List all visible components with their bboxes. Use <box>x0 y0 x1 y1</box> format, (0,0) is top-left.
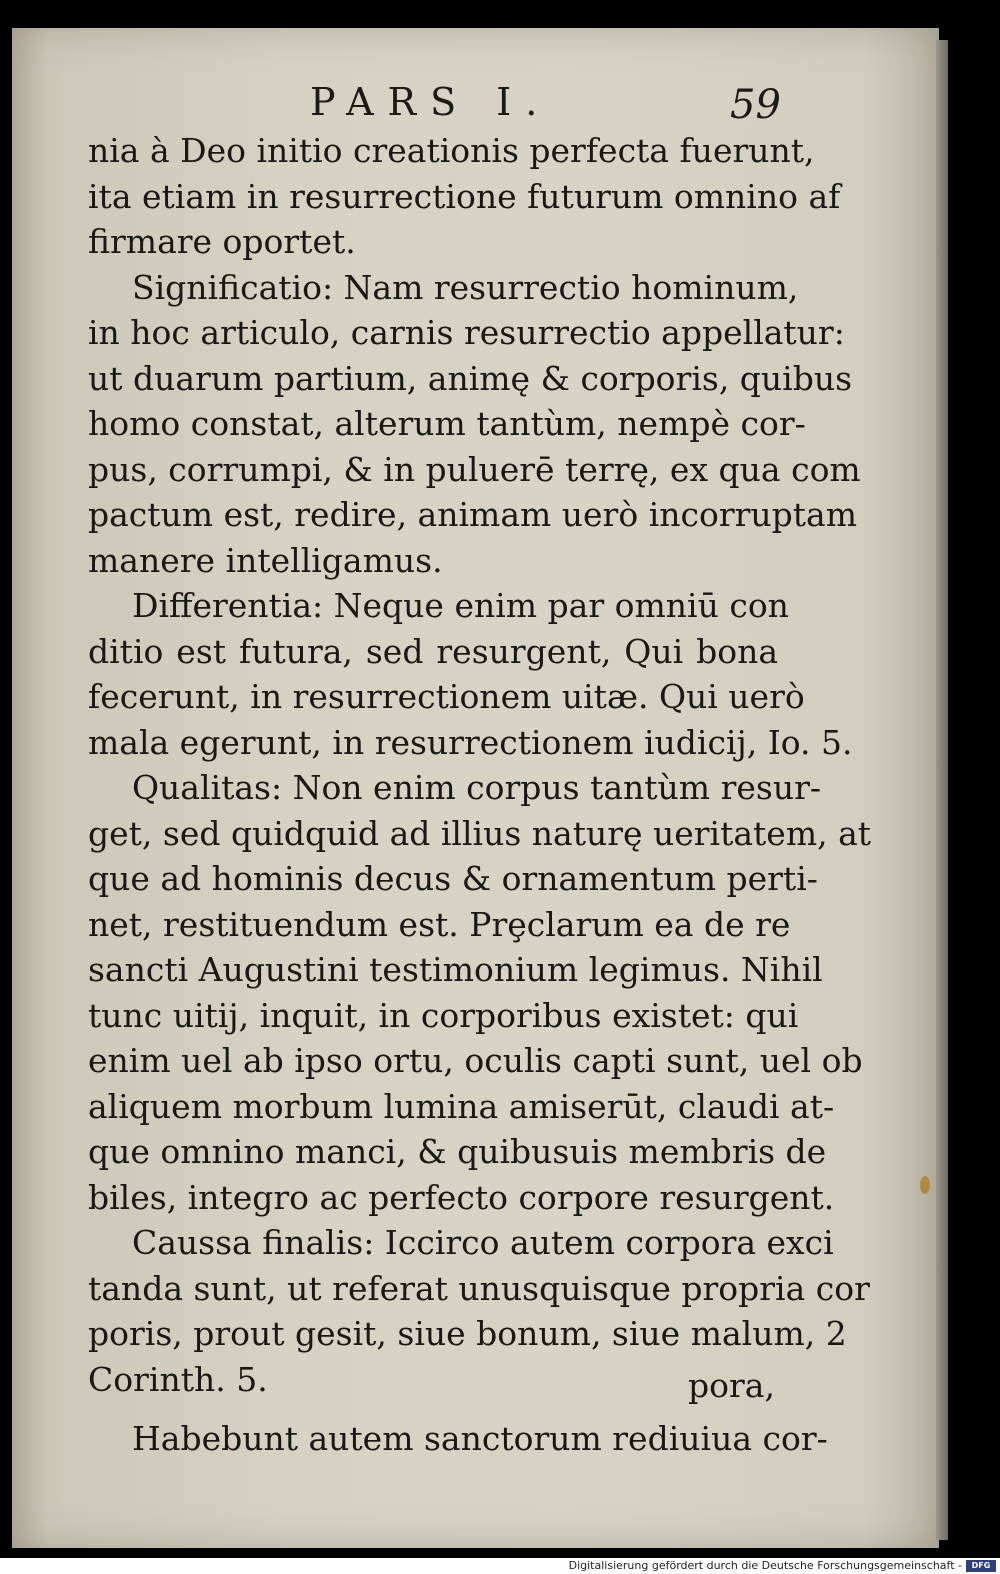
text-line: ut duarum partium, animę & corporis, quibus <box>88 358 853 398</box>
text-line: Significatio: Nam resurrectio hominum, <box>132 267 799 307</box>
dfg-logo-icon: DFG <box>966 1560 996 1572</box>
text-line: in hoc articulo, carnis resurrectio appellatur: <box>88 313 845 352</box>
text-line: ita etiam in resurrectione futurum omnino af <box>88 176 841 216</box>
text-line: sancti Augustini testimonium legimus. Nihil <box>88 950 823 989</box>
text-line: poris, prout gesit, siue bonum, siue malum, 2 <box>88 1314 847 1353</box>
text-line: ditio est futura, sed resurgent, Qui bona <box>88 631 778 671</box>
text-line: tanda sunt, ut referat unusquisque propria cor <box>88 1268 870 1308</box>
running-head: PARS I. <box>310 80 552 124</box>
paper-stain <box>920 1176 930 1194</box>
text-line: firmare oportet. <box>88 222 356 261</box>
page-header <box>0 80 1000 130</box>
text-line: manere intelligamus. <box>88 540 443 580</box>
text-line: Caussa finalis: Iccirco autem corpora exci <box>132 1223 834 1262</box>
text-line: que ad hominis decus & ornamentum perti- <box>88 859 818 898</box>
text-line: biles, integro ac perfecto corpore resurgent. <box>88 1177 835 1217</box>
text-line: pactum est, redire, animam uerò incorruptam <box>88 495 858 534</box>
catchword: pora, <box>688 1366 775 1405</box>
text-line: mala egerunt, in resurrectionem iudicij, Io. 5. <box>88 722 853 762</box>
text-line: Differentia: Neque enim par omniū con <box>132 586 789 625</box>
text-line: enim uel ab ipso ortu, oculis capti sunt, uel ob <box>88 1041 863 1080</box>
text-line: tunc uitij, inquit, in corporibus existet: qui <box>88 995 799 1035</box>
text-line: aliquem morbum lumina amiserūt, claudi at- <box>88 1086 835 1126</box>
text-line: get, sed quidquid ad illius naturę ueritatem, at <box>88 813 872 853</box>
page-number: 59 <box>730 82 781 128</box>
paragraph-gap <box>88 1402 778 1416</box>
text-line: Habebunt autem sanctorum rediuiua cor- <box>132 1419 828 1458</box>
text-line: nia à Deo initio creationis perfecta fuerunt, <box>88 131 815 170</box>
text-line: que omnino manci, & quibusuis membris de <box>88 1132 827 1171</box>
page-edge <box>936 40 948 1540</box>
digitization-footer <box>0 1558 1000 1574</box>
text-line: Corinth. 5. <box>88 1359 268 1399</box>
text-line: Qualitas: Non enim corpus tantùm resur- <box>132 768 822 807</box>
text-line: homo constat, alterum tantùm, nempè cor- <box>88 404 806 443</box>
body-text <box>88 128 872 1462</box>
text-line: pus, corrumpi, & in puluerē terrę, ex qua com <box>88 449 861 489</box>
text-line: net, restituendum est. Prȩclarum ea de re <box>88 904 791 944</box>
footer-credit: Digitalisierung gefördert durch die Deutsche Forschungsgemeinschaft - <box>568 1559 962 1572</box>
text-line: fecerunt, in resurrectionem uitæ. Qui uerò <box>88 677 805 716</box>
